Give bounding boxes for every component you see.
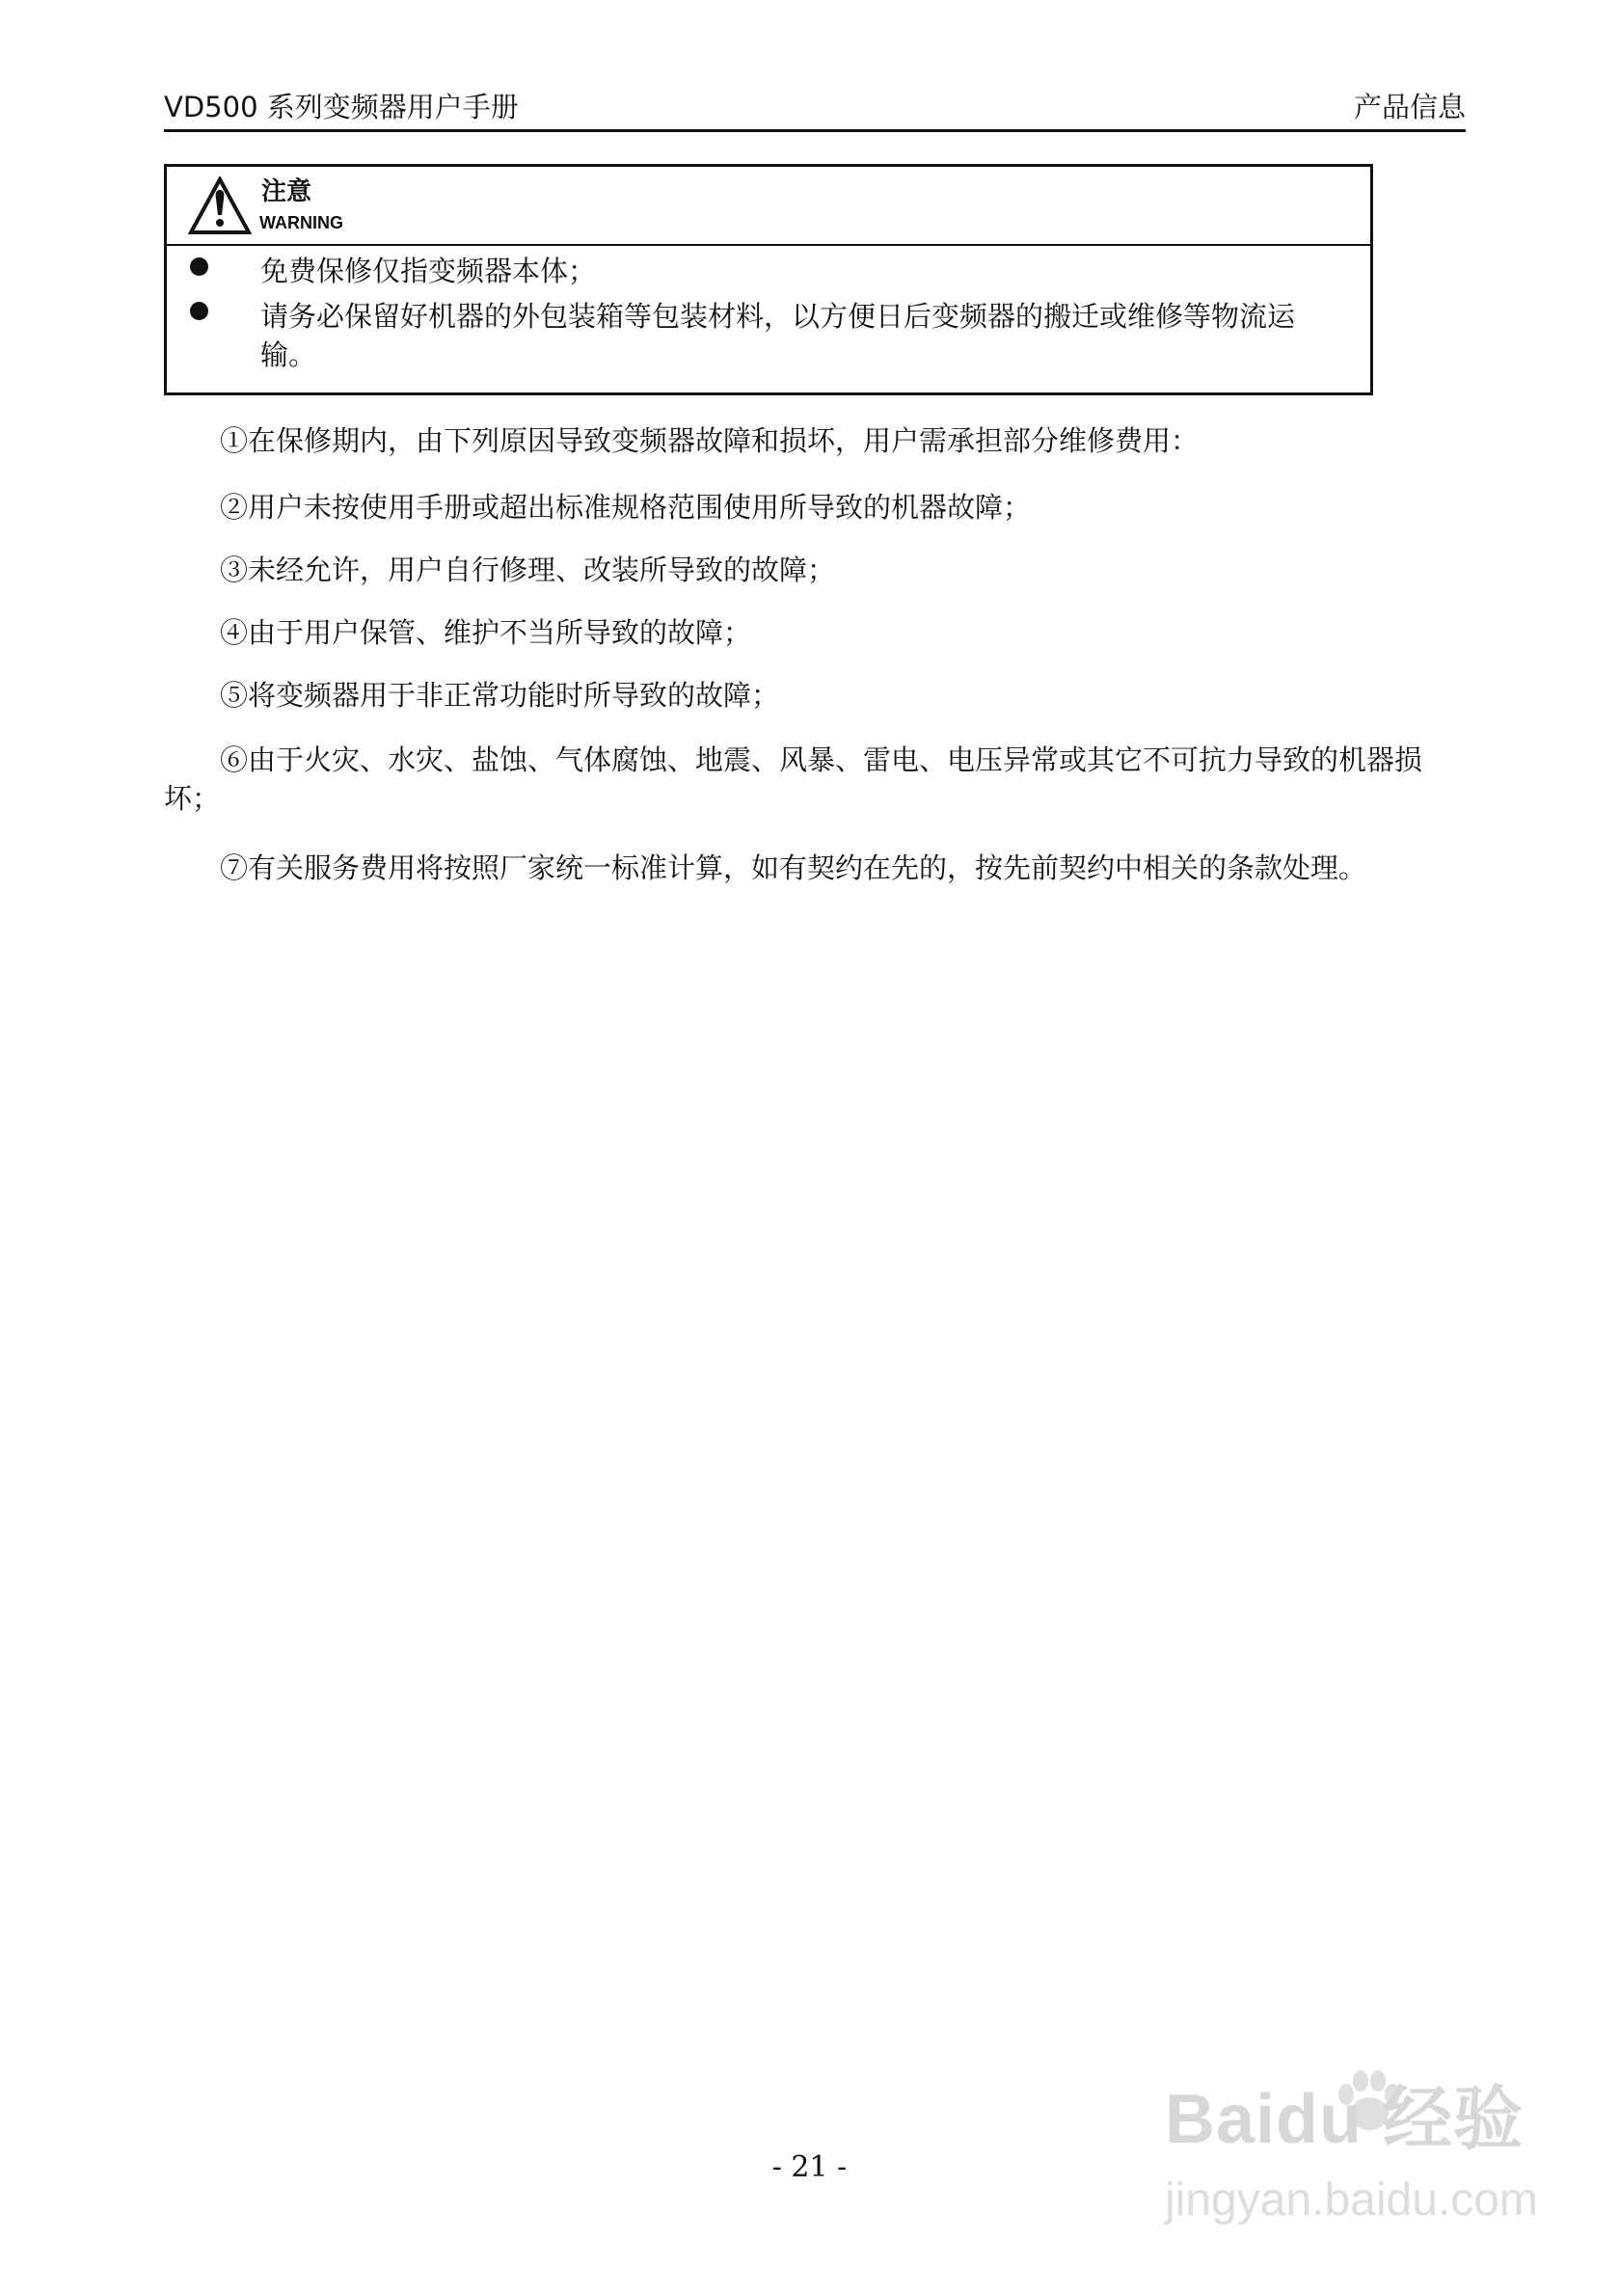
warning-subtitle: WARNING <box>259 213 343 232</box>
section-title: 产品信息 <box>1353 91 1466 123</box>
bullet-icon <box>190 302 208 320</box>
watermark-brand: Baidu 经验 <box>1165 2081 1525 2158</box>
warning-icon <box>188 176 252 236</box>
warning-item-text: 请务必保留好机器的外包装箱等包装材料，以方便日后变频器的搬迁或维修等物流运输。 <box>260 300 1296 371</box>
bullet-icon <box>190 257 208 276</box>
paragraph-7: ⑦有关服务费用将按照厂家统一标准计算，如有契约在先的，按先前契约中相关的条款处理。 <box>220 851 1367 884</box>
paragraph-5: ⑤将变频器用于非正常功能时所导致的故障； <box>220 679 780 712</box>
paragraph-4: ④由于用户保管、维护不当所导致的故障； <box>220 616 752 649</box>
baidu-watermark <box>1165 2060 1541 2243</box>
warning-box <box>164 164 1373 395</box>
paragraph-3: ③未经允许，用户自行修理、改装所导致的故障； <box>220 554 836 586</box>
paragraph-2: ②用户未按使用手册或超出标准规格范围使用所导致的机器故障； <box>220 491 1032 524</box>
manual-title: VD500 系列变频器用户手册 <box>164 91 519 123</box>
warning-title: 注意 <box>261 177 312 206</box>
paragraph-6: ⑥由于火灾、水灾、盐蚀、气体腐蚀、地震、风暴、雷电、电压异常或其它不可抗力导致的机器损坏； <box>164 743 1423 815</box>
warning-list <box>167 246 1370 374</box>
paragraph-1: ①在保修期内，由下列原因导致变频器故障和损坏，用户需承担部分维修费用： <box>220 424 1200 457</box>
page-number: - 21 - <box>771 2150 848 2184</box>
warning-item <box>167 290 1370 374</box>
watermark-url: jingyan.baidu.com <box>1165 2174 1538 2226</box>
page-header <box>164 89 1466 132</box>
warning-item-text: 免费保修仅指变频器本体； <box>260 255 597 287</box>
warning-item <box>167 246 1370 290</box>
warning-header <box>167 167 1370 246</box>
